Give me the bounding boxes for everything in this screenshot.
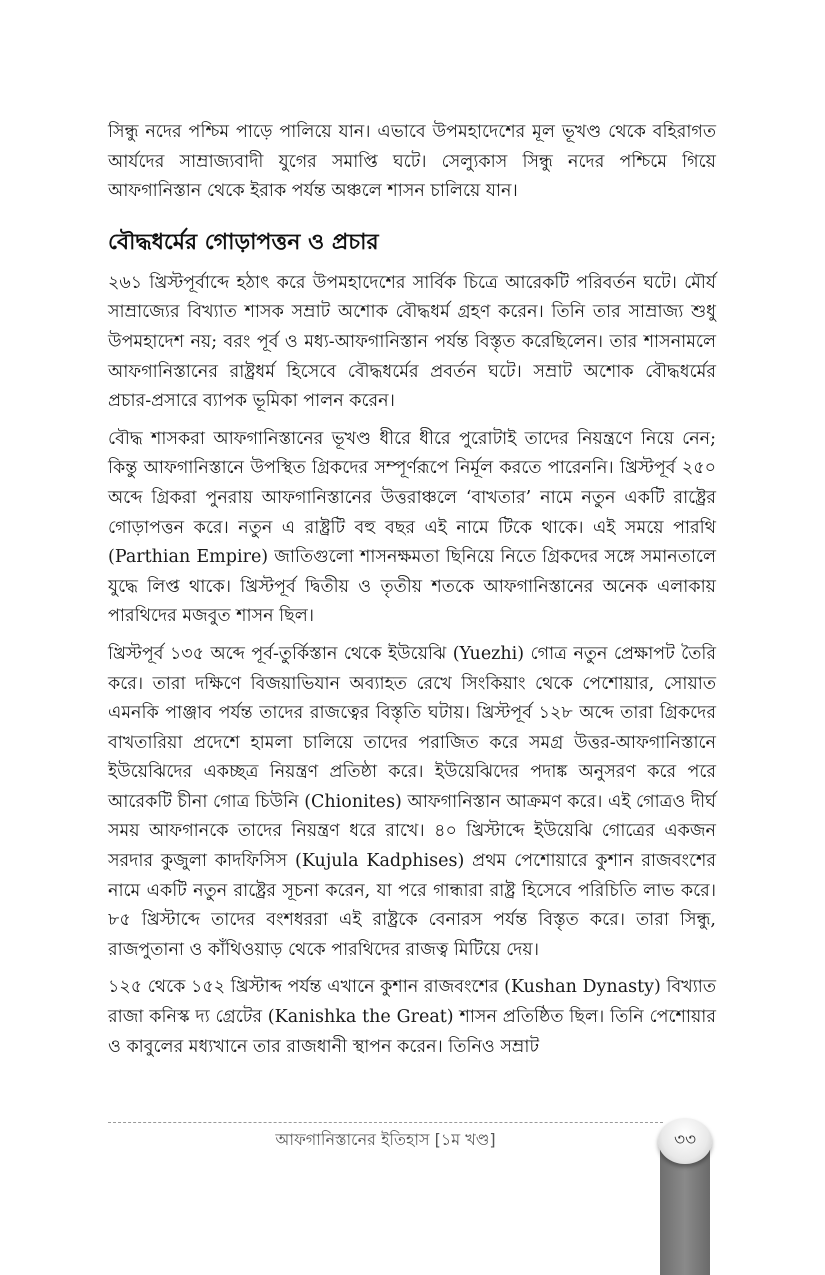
footer-divider [108,1122,663,1123]
paragraph-intro: সিন্ধু নদের পশ্চিম পাড়ে পালিয়ে যান। এভাবে উপমহাদেশের মূল ভূখণ্ড থেকে বহিরাগত আর্যদের সাম্রাজ্যবাদী যুগের সমাপ্তি ঘটে। সেল্যুকাস সিন্ধু নদের পশ্চিমে গিয়ে আফগানিস্তান থেকে ইরাক পর্যন্ত অঞ্চলে শাসন চালিয়ে যান। [108,122,716,202]
footer-book-title: আফগানিস্তানের ইতিহাস [১ম খণ্ড] [275,1130,496,1149]
paragraph-2: বৌদ্ধ শাসকরা আফগানিস্তানের ভূখণ্ড ধীরে ধীরে পুরোটাই তাদের নিয়ন্ত্রণে নিয়ে নেন; কিন্তু আফগানিস্তানে উপস্থিত গ্রিকদের সম্পূর্ণরূপে নির্মূল করতে পারেননি। খ্রিস্টপূর্ব ২৫০ অব্দে গ্রিকরা পুনরায় আফগানিস্তানের উত্তরাঞ্চলে ‘বাখতার’ নামে নতুন একটি রাষ্ট্রের গোড়াপত্তন করে। নতুন এ রাষ্ট্রটি বহু বছর এই নামে টিকে থাকে। এই সময়ে পারথি (Parthian Empire) জাতিগুলো শাসনক্ষমতা ছিনিয়ে নিতে গ্রিকদের সঙ্গে সমানতালে যুদ্ধে লিপ্ত থাকে। খ্রিস্টপূর্ব দ্বিতীয় ও তৃতীয় শতকে আফগানিস্তানের অনেক এলাকায় পারথিদের মজবুত শাসন ছিল। [108,428,716,627]
paragraph-4: ১২৫ থেকে ১৫২ খ্রিস্টাব্দ পর্যন্ত এখানে কুশান রাজবংশের (Kushan Dynasty) বিখ্যাত রাজা কনিস্ক দ্য গ্রেটের (Kanishka the Great) শাসন প্রতিষ্ঠিত ছিল। তিনি পেশোয়ার ও কাবুলের মধ্যখানে তার রাজধানী স্থাপন করেন। তিনিও সম্রাট [108,977,716,1057]
page-number-badge: ৩৩ [658,1118,712,1164]
paragraph-1: ২৬১ খ্রিস্টপূর্বাব্দে হঠাৎ করে উপমহাদেশের সার্বিক চিত্রে আরেকটি পরিবর্তন ঘটে। মৌর্য সাম্রাজ্যের বিখ্যাত শাসক সম্রাট অশোক বৌদ্ধধর্ম গ্রহণ করেন। তিনি তার সাম্রাজ্য শুধু উপমহাদেশ নয়; বরং পূর্ব ও মধ্য-আফগানিস্তান পর্যন্ত বিস্তৃত করেছিলেন। তার শাসনামলে আফগানিস্তানের রাষ্ট্রধর্ম হিসেবে বৌদ্ধধর্মের প্রবর্তন ঘটে। সম্রাট অশোক বৌদ্ধধর্মের প্রচার-প্রসারে ব্যাপক ভূমিকা পালন করেন। [108,272,716,412]
paragraph-3: খ্রিস্টপূর্ব ১৩৫ অব্দে পূর্ব-তুর্কিস্তান থেকে ইউয়েঝি (Yuezhi) গোত্র নতুন প্রেক্ষাপট তৈরি করে। তারা দক্ষিণে বিজয়াভিযান অব্যাহত রেখে সিংকিয়াং থেকে পেশোয়ার, সোয়াত এমনকি পাঞ্জাব পর্যন্ত তাদের রাজত্বের বিস্তৃতি ঘটায়। খ্রিস্টপূর্ব ১২৮ অব্দে তারা গ্রিকদের বাখতারিয়া প্রদেশে হামলা চালিয়ে তাদের পরাজিত করে সমগ্র উত্তর-আফগানিস্তানে ইউয়েঝিদের একচ্ছত্র নিয়ন্ত্রণ প্রতিষ্ঠা করে। ইউয়েঝিদের পদাঙ্ক অনুসরণ করে পরে আরেকটি চীনা গোত্র চিউনি (Chionites) আফগানিস্তান আক্রমণ করে। এই গোত্রও দীর্ঘ সময় আফগানকে তাদের নিয়ন্ত্রণ ধরে রাখে। ৪০ খ্রিস্টাব্দে ইউয়েঝি গোত্রের একজন সরদার কুজুলা কাদফিসিস (Kujula Kadphises) প্রথম পেশোয়ারে কুশান রাজবংশের নামে একটি নতুন রাষ্ট্রের সূচনা করেন, যা পরে গান্ধারা রাষ্ট্র হিসেবে পরিচিতি লাভ করে। ৮৫ খ্রিস্টাব্দে তাদের বংশধররা এই রাষ্ট্রকে বেনারস পর্যন্ত বিস্তৃত করে। তারা সিন্ধু, রাজপুতানা ও কাঁথিওয়াড় থেকে পারথিদের রাজত্ব মিটিয়ে দেয়। [108,643,716,960]
page-content [108,118,716,1062]
section-heading: বৌদ্ধধর্মের গোড়াপত্তন ও প্রচার [108,229,379,255]
